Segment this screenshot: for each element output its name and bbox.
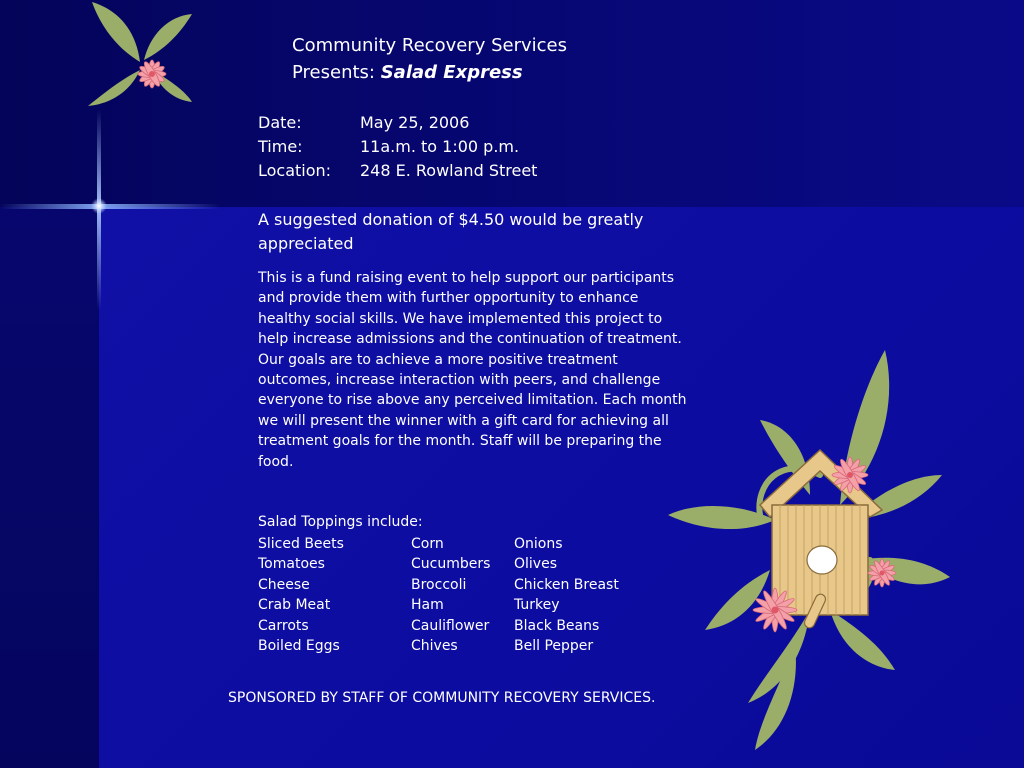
topping-item: Corn: [411, 536, 444, 552]
location-value: 248 E. Rowland Street: [360, 161, 538, 180]
topping-item: Black Beans: [514, 617, 600, 634]
left-band: [0, 207, 99, 768]
topping-item: Broccoli: [411, 576, 467, 593]
organization-title: Community Recovery Services: [292, 35, 567, 56]
topping-item: Cauliflower: [411, 617, 490, 634]
date-row: [258, 113, 469, 132]
event-name: Salad Express: [380, 62, 523, 83]
donation-note: A suggested donation of $4.50 would be greatly appreciated: [258, 210, 644, 253]
topping-item: Carrots: [258, 617, 309, 634]
toppings-title: Salad Toppings include:: [258, 514, 423, 530]
date-label: Date:: [258, 113, 302, 132]
toppings-column-1: [258, 534, 344, 656]
location-label: Location:: [258, 161, 332, 180]
topping-item: Olives: [514, 556, 557, 573]
topping-item: Crab Meat: [258, 597, 331, 614]
event-presents-line: [292, 62, 523, 83]
topping-item: Tomatoes: [258, 556, 325, 573]
light-streak-horizontal: [0, 204, 220, 209]
topping-item: Sliced Beets: [258, 536, 344, 552]
toppings-column-2: [411, 534, 490, 656]
topping-item: Turkey: [514, 597, 560, 614]
light-sparkle: [91, 198, 107, 214]
time-label: Time:: [258, 137, 303, 156]
time-row: [258, 137, 519, 156]
sponsor-line: SPONSORED BY STAFF OF COMMUNITY RECOVERY SERVICES.: [228, 690, 656, 706]
topping-item: Chives: [411, 638, 458, 655]
event-description: This is a fund raising event to help support our participants and provide them with further opportunity to enhance healthy social skills. We have implemented this project to help increase admissions and the continuation of treatment. Our goals are to achieve a more positive treatment outcomes, increase interaction with peers, and challenge everyone to rise above any perceived limitation. Each month we will present the winner with a gift card for achieving all treatment goals for the month. Staff will be preparing the food.: [258, 270, 687, 470]
topping-item: Bell Pepper: [514, 638, 594, 655]
date-value: May 25, 2006: [360, 113, 470, 132]
topping-item: Ham: [411, 597, 444, 614]
presents-prefix: Presents:: [292, 62, 381, 83]
leaf-flower-decoration-top: [80, 0, 220, 120]
birdhouse-decoration: [660, 345, 960, 765]
time-value: 11a.m. to 1:00 p.m.: [360, 137, 520, 156]
topping-item: Cucumbers: [411, 556, 491, 573]
topping-item: Onions: [514, 536, 563, 552]
topping-item: Boiled Eggs: [258, 638, 340, 655]
location-row: [258, 161, 537, 180]
topping-item: Cheese: [258, 576, 310, 593]
toppings-column-3: [514, 534, 619, 656]
topping-item: Chicken Breast: [514, 576, 619, 593]
